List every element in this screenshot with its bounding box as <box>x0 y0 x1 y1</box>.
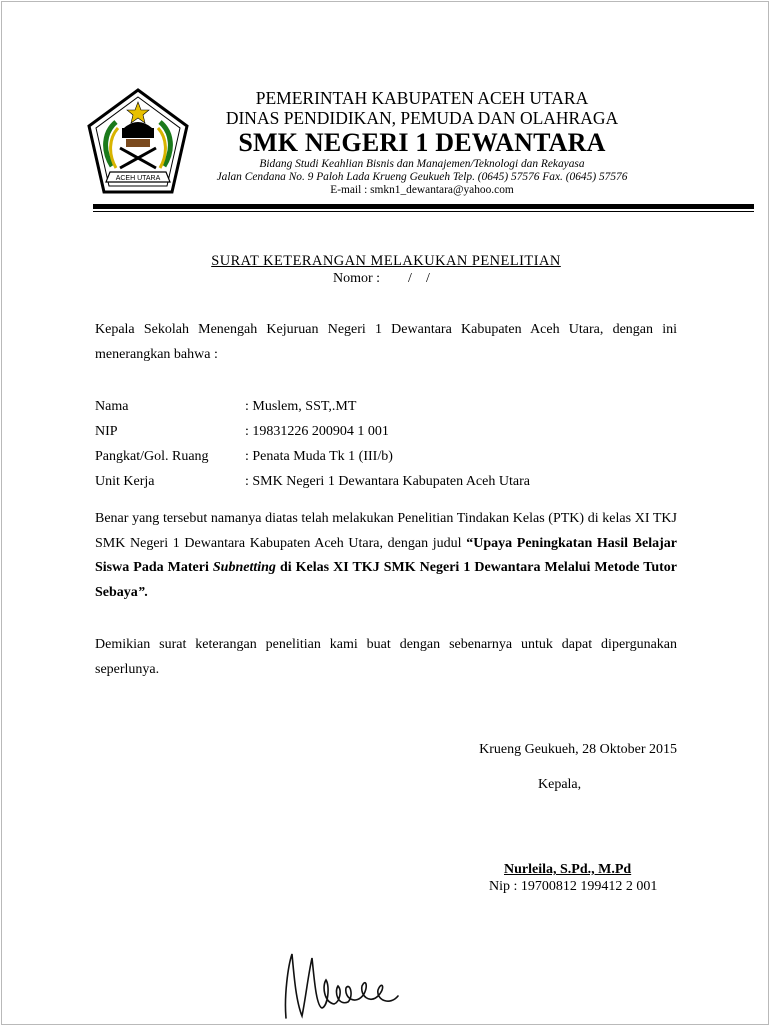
field-row-nip <box>95 419 530 444</box>
statement-text: Benar yang tersebut namanya diatas telah melakukan Penelitian Tindakan Kelas (PTK) di kelas XI TKJ SMK Negeri 1 Dewantara Kabupaten Aceh Utara, dengan judul <box>95 511 677 551</box>
statement-paragraph <box>95 507 677 605</box>
field-value: : Muslem, SST,.MT <box>245 399 357 414</box>
letterhead-field-of-study: Bidang Studi Keahlian Bisnis dan Manajemen/Teknologi dan Rekayasa <box>259 158 585 170</box>
letterhead-divider-thick <box>93 204 754 209</box>
letterhead-address: Jalan Cendana No. 9 Paloh Lada Krueng Geukueh Telp. (0645) 57576 Fax. (0645) 57576 <box>216 171 628 183</box>
letterhead-department: DINAS PENDIDIKAN, PEMUDA DAN OLAHRAGA <box>225 108 619 128</box>
field-value: : SMK Negeri 1 Dewantara Kabupaten Aceh Utara <box>245 474 530 489</box>
letterhead-divider-thin <box>93 211 754 212</box>
field-label: Unit Kerja <box>95 474 155 489</box>
letterhead <box>190 89 654 197</box>
field-label: NIP <box>95 424 118 439</box>
signer-nip: Nip : 19700812 199412 2 001 <box>489 879 658 894</box>
place-and-date: Krueng Geukueh, 28 Oktober 2015 <box>479 742 677 757</box>
field-row-unit-kerja <box>95 469 530 494</box>
closing-paragraph: Demikian surat keterangan penelitian kami buat dengan sebenarnya untuk dapat dipergunakan seperlunya. <box>95 637 677 677</box>
field-row-pangkat <box>95 444 530 469</box>
letterhead-email: E-mail : smkn1_dewantara@yahoo.com <box>330 184 514 196</box>
letter-number: Nomor : / / <box>333 271 430 286</box>
research-title-part-2: di Kelas XI TKJ SMK Negeri 1 Dewantara Melalui Metode Tutor Sebaya <box>95 560 677 600</box>
letterhead-government: PEMERINTAH KABUPATEN ACEH UTARA <box>255 88 589 108</box>
handwritten-signature <box>278 946 408 1026</box>
letter-title: SURAT KETERANGAN MELAKUKAN PENELITIAN <box>211 253 561 269</box>
aceh-utara-emblem-logo <box>86 88 190 200</box>
signer-name: Nurleila, S.Pd., M.Pd <box>504 862 632 877</box>
field-value: : Penata Muda Tk 1 (III/b) <box>245 449 393 464</box>
field-row-nama <box>95 394 530 419</box>
letterhead-school-name: SMK NEGERI 1 DEWANTARA <box>238 128 606 157</box>
research-title-emphasis: Subnetting <box>212 560 276 575</box>
field-label: Pangkat/Gol. Ruang <box>95 449 209 464</box>
svg-text:ACEH UTARA: ACEH UTARA <box>115 175 161 182</box>
research-title-closing-quote: ”. <box>137 584 149 600</box>
intro-paragraph: Kepala Sekolah Menengah Kejuruan Negeri 1 Dewantara Kabupaten Aceh Utara, dengan ini menerangkan bahwa : <box>95 322 677 362</box>
field-label: Nama <box>95 399 129 414</box>
signer-position: Kepala, <box>538 777 582 792</box>
identity-fields <box>95 394 530 494</box>
research-title-part-1: “Upaya Peningkatan Hasil Belajar Siswa Pada Materi <box>95 535 677 575</box>
field-value: : 19831226 200904 1 001 <box>245 424 389 439</box>
